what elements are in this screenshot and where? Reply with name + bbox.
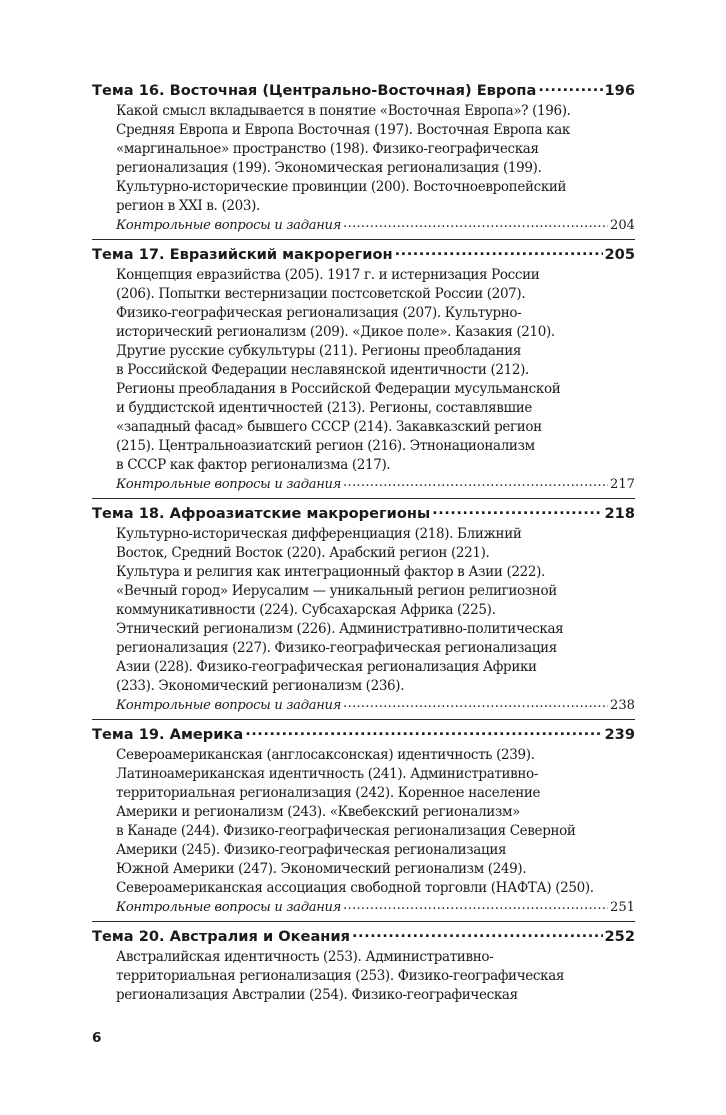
review-questions-entry[interactable] [92, 898, 635, 917]
topic-description-line: Латиноамериканская идентичность (241). Административно- [116, 766, 539, 782]
topic-description-line: Культурно-исторические провинции (200). Восточноевропейский [116, 179, 567, 195]
topic-description-line: «западный фасад» бывшего СССР (214). Закавказский регион [116, 419, 542, 435]
dot-leader [432, 504, 602, 518]
topic-description-line: (233). Экономический регионализм (236). [116, 678, 405, 694]
topic-page-number: 205 [604, 246, 635, 263]
topic-description-line: в Канаде (244). Физико-географическая регионализация Северной [116, 823, 576, 839]
review-page-number: 251 [610, 900, 635, 915]
table-of-contents [92, 80, 635, 1005]
dot-leader [245, 725, 602, 739]
dot-leader [343, 899, 608, 911]
topic-title: Тема 17. Евразийский макрорегион [92, 246, 393, 263]
toc-topic-20 [92, 921, 635, 1005]
toc-topic-17 [92, 239, 635, 494]
review-page-number: 238 [610, 698, 635, 713]
topic-description-line: Североамериканская ассоциация свободной торговли (НАФТА) (250). [116, 880, 594, 896]
topic-description-line: регионализация (199). Экономическая регионализация (199). [116, 160, 542, 176]
review-page-number: 217 [610, 477, 635, 492]
review-questions-label: Контрольные вопросы и задания [116, 477, 342, 492]
topic-description-line: Средняя Европа и Европа Восточная (197). Восточная Европа как [116, 122, 570, 138]
dot-leader [352, 927, 603, 941]
topic-title: Тема 16. Восточная (Центрально-Восточная) Европа [92, 82, 537, 99]
topic-description-line: регион в XXI в. (203). [116, 198, 260, 214]
topic-description-line: коммуникативности (224). Субсахарская Африка (225). [116, 602, 496, 618]
topic-heading[interactable] [92, 503, 635, 525]
topic-description-line: Южной Америки (247). Экономический регионализм (249). [116, 861, 527, 877]
topic-description-line: Североамериканская (англосаксонская) идентичность (239). [116, 747, 535, 763]
topic-description-line: территориальная регионализация (242). Коренное население [116, 785, 541, 801]
topic-title: Тема 20. Австралия и Океания [92, 928, 350, 945]
topic-description-line: исторический регионализм (209). «Дикое поле». Казакия (210). [116, 324, 555, 340]
dot-leader [395, 245, 603, 259]
review-questions-entry[interactable] [92, 696, 635, 715]
topic-title: Тема 18. Афроазиатские макрорегионы [92, 505, 431, 522]
review-questions-label: Контрольные вопросы и задания [116, 900, 342, 915]
topic-description-line: Другие русские субкультуры (211). Регионы преобладания [116, 343, 522, 359]
topic-description-line: Регионы преобладания в Российской Федерации мусульманской [116, 381, 561, 397]
topic-title: Тема 19. Америка [92, 726, 244, 743]
topic-description-line: Этнический регионализм (226). Административно-политическая [116, 621, 564, 637]
topic-heading[interactable] [92, 244, 635, 266]
topic-heading[interactable] [92, 926, 635, 948]
topic-description-line: в Российской Федерации неславянской идентичности (212). [116, 362, 529, 378]
topic-description-line: Концепция евразийства (205). 1917 г. и истернизация России [116, 267, 540, 283]
topic-description-line: Какой смысл вкладывается в понятие «Восточная Европа»? (196). [116, 103, 571, 119]
review-questions-label: Контрольные вопросы и задания [116, 218, 342, 233]
topic-description-line: Австралийская идентичность (253). Административно- [116, 949, 494, 965]
topic-description-line: территориальная регионализация (253). Физико-географическая [116, 968, 565, 984]
topic-description-line: Америки (245). Физико-географическая регионализация [116, 842, 507, 858]
topic-description-line: регионализация Австралии (254). Физико-географическая [116, 987, 518, 1003]
topic-description-line: Америки и регионализм (243). «Квебекский регионализм» [116, 804, 521, 820]
toc-topic-19 [92, 719, 635, 917]
topic-description-line: регионализация (227). Физико-географическая регионализация [116, 640, 557, 656]
topic-description-line: Культура и религия как интеграционный фактор в Азии (222). [116, 564, 545, 580]
topic-description-line: «Вечный город» Иерусалим — уникальный регион религиозной [116, 583, 557, 599]
topic-description-line: Физико-географическая регионализация (207). Культурно- [116, 305, 522, 321]
topic-page-number: 239 [604, 726, 635, 743]
review-questions-entry[interactable] [92, 475, 635, 494]
topic-heading[interactable] [92, 80, 635, 102]
topic-page-number: 218 [604, 505, 635, 522]
topic-description-line: (215). Центральноазиатский регион (216). Этнонационализм [116, 438, 535, 454]
toc-topic-16 [92, 80, 635, 235]
review-questions-entry[interactable] [92, 216, 635, 235]
topic-heading[interactable] [92, 724, 635, 746]
dot-leader [343, 476, 608, 488]
topic-description-line: (206). Попытки вестернизации постсоветской России (207). [116, 286, 526, 302]
topic-description-line: «маргинальное» пространство (198). Физико-географическая [116, 141, 539, 157]
toc-topic-18 [92, 498, 635, 715]
topic-description-line: Культурно-историческая дифференциация (218). Ближний [116, 526, 522, 542]
dot-leader [343, 217, 608, 229]
topic-description-line: и буддистской идентичностей (213). Регионы, составлявшие [116, 400, 533, 416]
topic-page-number: 252 [604, 928, 635, 945]
topic-description-line: в СССР как фактор регионализма (217). [116, 457, 391, 473]
topic-description-line: Азии (228). Физико-географическая регионализация Африки [116, 659, 537, 675]
dot-leader [343, 697, 608, 709]
review-questions-label: Контрольные вопросы и задания [116, 698, 342, 713]
page-number-folio: 6 [92, 1030, 102, 1046]
dot-leader [538, 81, 602, 95]
topic-page-number: 196 [604, 82, 635, 99]
topic-description-line: Восток, Средний Восток (220). Арабский регион (221). [116, 545, 490, 561]
review-page-number: 204 [610, 218, 635, 233]
